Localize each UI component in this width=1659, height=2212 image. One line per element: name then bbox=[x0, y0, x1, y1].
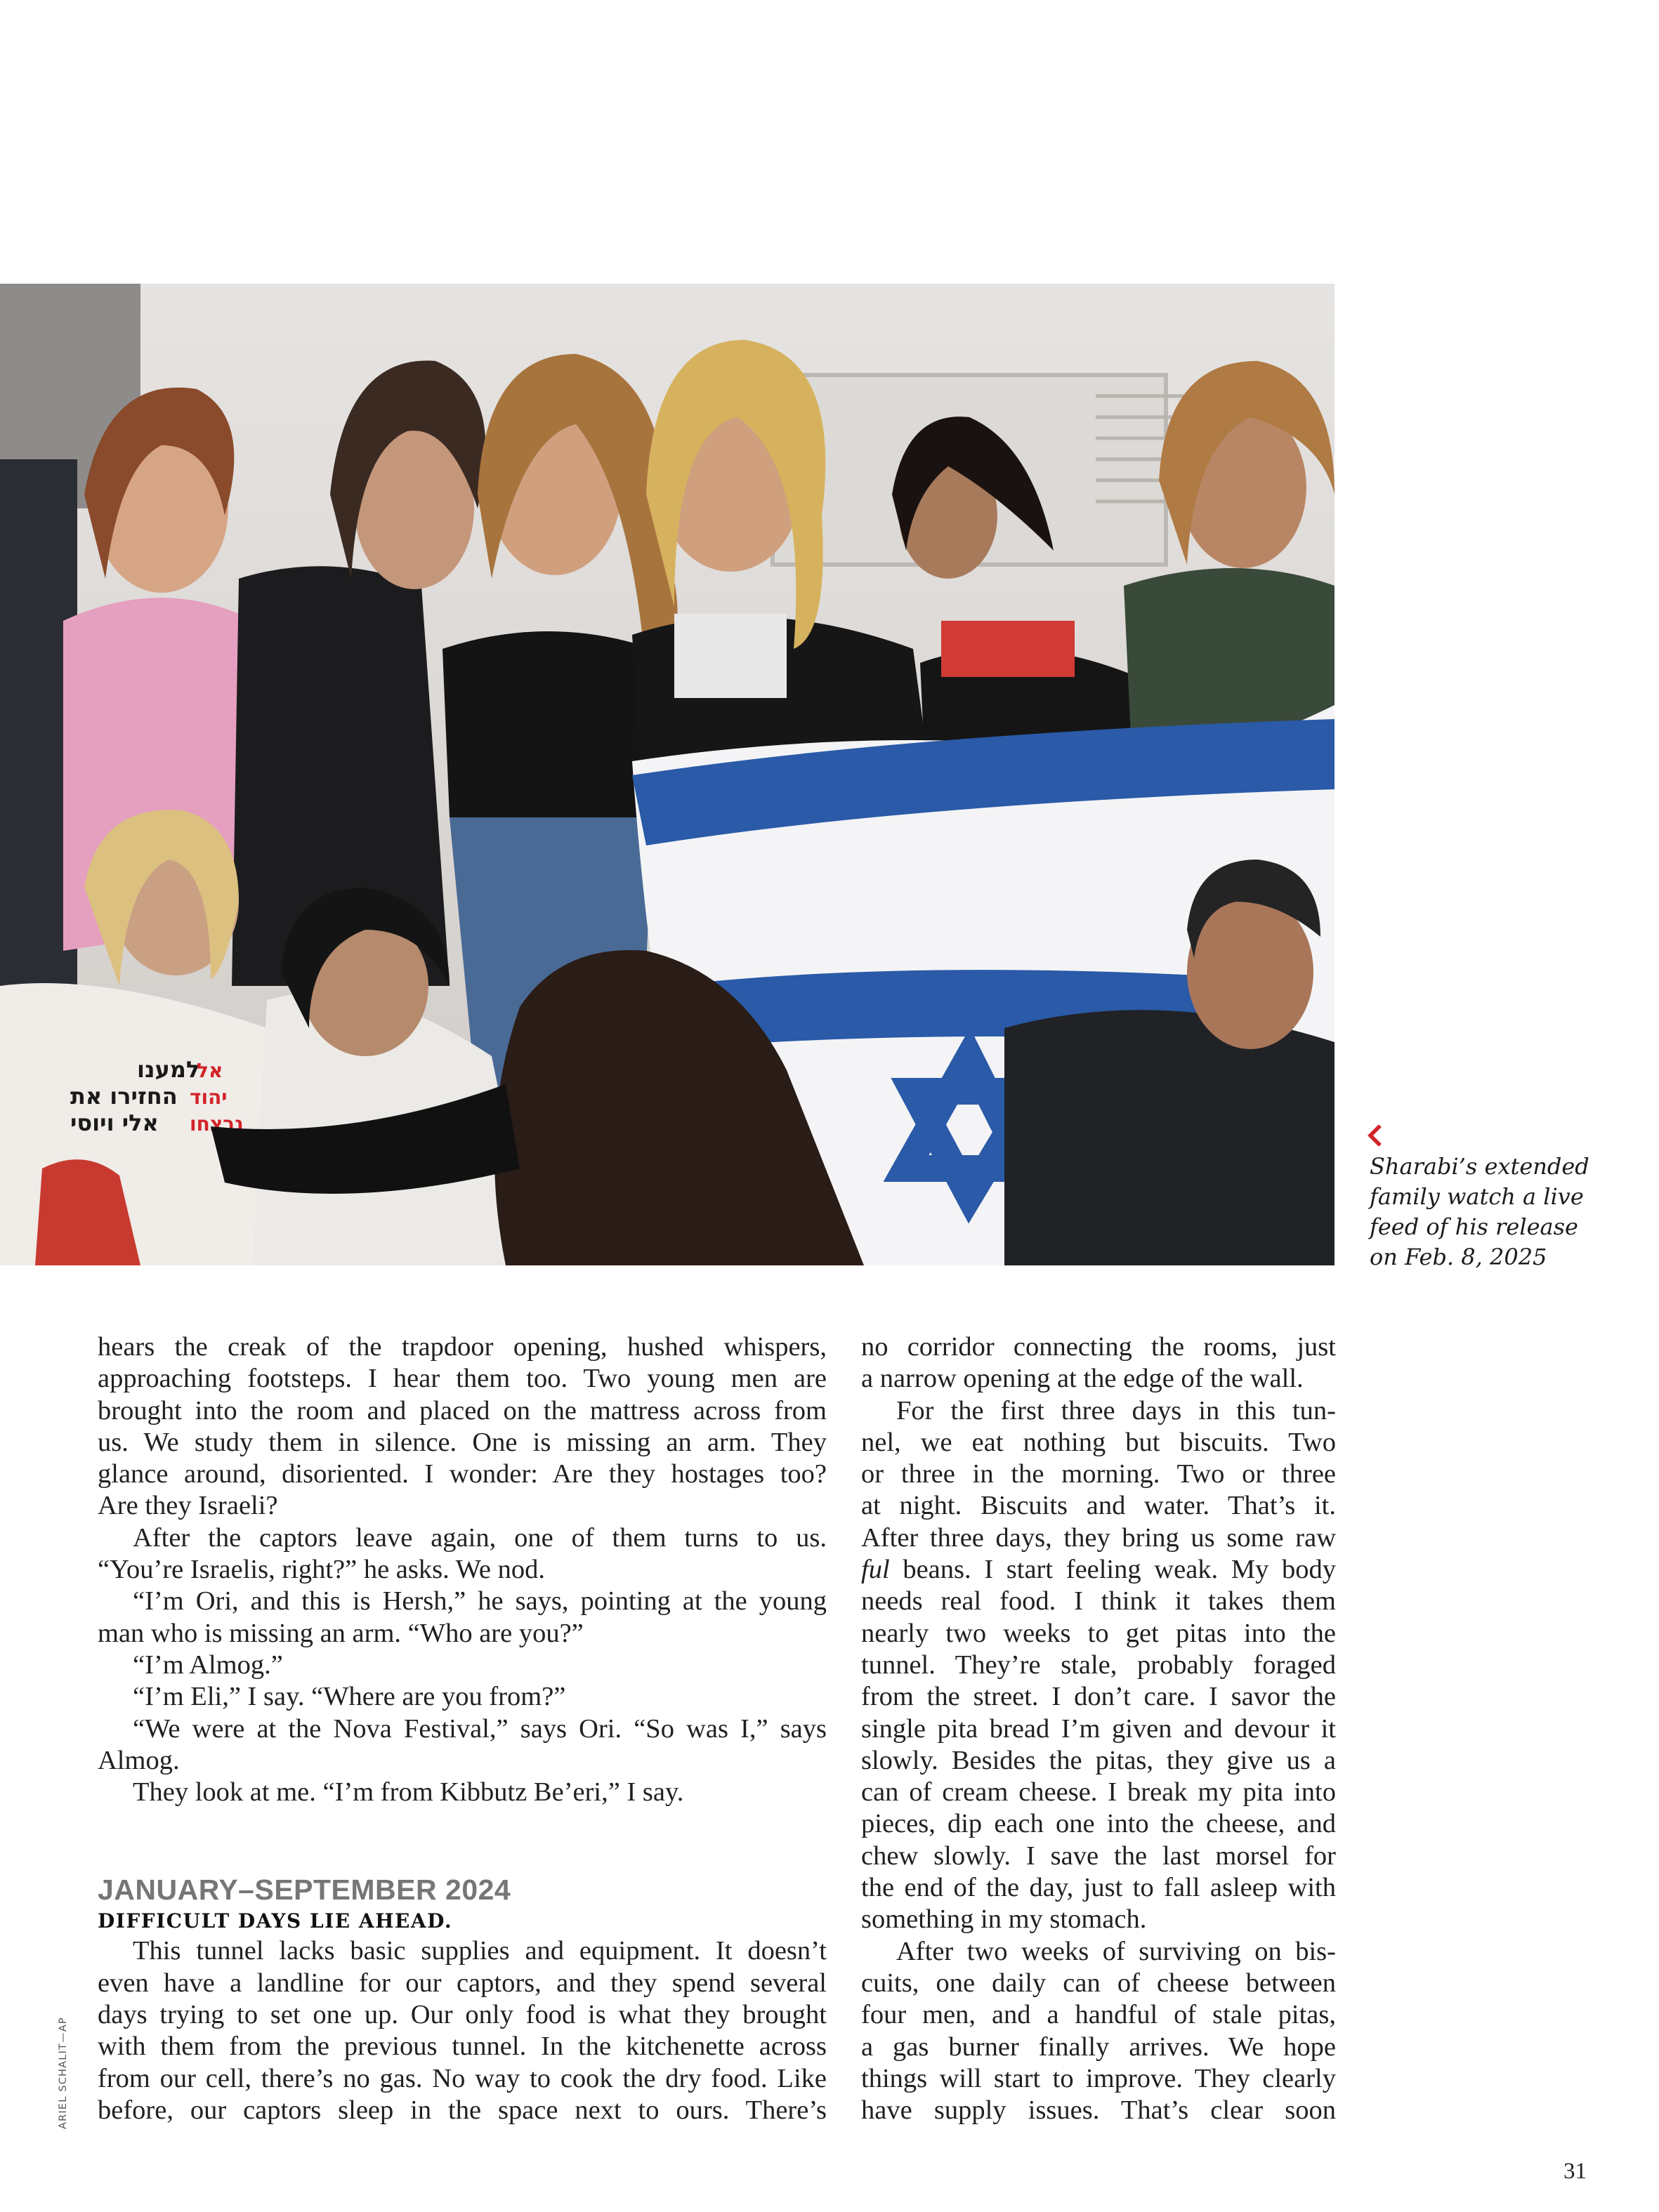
italic-word: ful bbox=[861, 1555, 890, 1585]
body-line: slowly. Besides the pitas, they give us a bbox=[861, 1745, 1336, 1775]
sign-text-red-3: נרצחו bbox=[190, 1112, 244, 1135]
body-line: “I’m Ori, and this is Hersh,” he says, pointing at the young bbox=[133, 1586, 827, 1617]
body-line-rest: beans. I start feeling weak. My body bbox=[889, 1555, 1336, 1585]
body-line: a gas burner finally arrives. We hope bbox=[861, 2032, 1336, 2062]
news-photo bbox=[0, 284, 1335, 1265]
sign-text-2: החזירו את bbox=[70, 1083, 178, 1110]
section-heading: JANUARY–SEPTEMBER 2024 bbox=[98, 1874, 511, 1907]
chevron-left-icon bbox=[1365, 1125, 1384, 1146]
body-line-ful bbox=[861, 1554, 1336, 1586]
body-line: the end of the day, just to fall asleep with bbox=[861, 1873, 1336, 1903]
body-line: hears the creak of the trapdoor opening, hushed whispers, bbox=[98, 1332, 827, 1362]
sign-text-red-2: יהוד bbox=[190, 1086, 228, 1109]
body-line: needs real food. I think it takes them bbox=[861, 1586, 1336, 1617]
body-line: something in my stomach. bbox=[861, 1904, 1147, 1935]
body-line: nel, we eat nothing but biscuits. Two bbox=[861, 1427, 1336, 1457]
photo-illustration bbox=[0, 284, 1335, 1265]
body-line: “I’m Almog.” bbox=[133, 1650, 283, 1680]
body-line: at night. Biscuits and water. That’s it. bbox=[861, 1491, 1336, 1521]
body-line: us. We study them in silence. One is missing an arm. They bbox=[98, 1427, 827, 1457]
body-line: “You’re Israelis, right?” he asks. We nod. bbox=[98, 1555, 545, 1585]
body-line: have supply issues. That’s clear soon bbox=[861, 2095, 1336, 2126]
body-line: “I’m Eli,” I say. “Where are you from?” bbox=[133, 1682, 566, 1712]
body-line: chew slowly. I save the last morsel for bbox=[861, 1841, 1336, 1871]
section-subheading: DIFFICULT DAYS LIE AHEAD. bbox=[98, 1909, 453, 1933]
body-line: even have a landline for our captors, and they spend several bbox=[98, 1968, 827, 1998]
caption-line: family watch a live bbox=[1370, 1183, 1584, 1210]
body-line: can of cream cheese. I break my pita into bbox=[861, 1777, 1336, 1808]
body-line: After two weeks of surviving on bis- bbox=[896, 1936, 1336, 1966]
body-line: days trying to set one up. Our only food is what they brought bbox=[98, 2000, 827, 2030]
body-line: cuits, one daily can of cheese between bbox=[861, 1968, 1336, 1998]
body-line: man who is missing an arm. “Who are you?” bbox=[98, 1618, 584, 1648]
sign-text-3: אלי ויוסי bbox=[70, 1110, 159, 1136]
body-line: before, our captors sleep in the space next to ours. There’s bbox=[98, 2095, 827, 2125]
page-number: 31 bbox=[1563, 2159, 1587, 2184]
body-line: or three in the morning. Two or three bbox=[861, 1459, 1336, 1489]
body-line: from our cell, there’s no gas. No way to cook the dry food. Like bbox=[98, 2063, 827, 2093]
body-line: tunnel. They’re stale, probably foraged bbox=[861, 1650, 1336, 1680]
body-line: from the street. I don’t care. I savor the bbox=[861, 1682, 1336, 1712]
body-line: a narrow opening at the edge of the wall. bbox=[861, 1364, 1304, 1394]
article-column-left bbox=[98, 1331, 827, 2126]
body-line: single pita bread I’m given and devour it bbox=[861, 1713, 1336, 1744]
body-line: pieces, dip each one into the cheese, and bbox=[861, 1809, 1336, 1839]
caption-line: Sharabi’s extended bbox=[1370, 1153, 1589, 1180]
body-line: four men, and a handful of stale pitas, bbox=[861, 2000, 1336, 2030]
photo-caption bbox=[1370, 1152, 1601, 1272]
body-line: “We were at the Nova Festival,” says Ori. “So was I,” says bbox=[133, 1713, 827, 1744]
sign-text-1: למענו bbox=[137, 1056, 200, 1083]
body-line: things will start to improve. They clearly bbox=[861, 2063, 1336, 2093]
body-line: with them from the previous tunnel. In the kitchenette across bbox=[98, 2032, 827, 2062]
body-line: Are they Israeli? bbox=[98, 1491, 278, 1521]
body-line: no corridor connecting the rooms, just bbox=[861, 1332, 1336, 1362]
photo-credit: ARIEL SCHALIT—AP bbox=[58, 2017, 69, 2129]
body-line: approaching footsteps. I hear them too. Two young men are bbox=[98, 1364, 827, 1394]
caption-line: feed of his release bbox=[1370, 1213, 1578, 1240]
body-line: They look at me. “I’m from Kibbutz Be’eri,” I say. bbox=[133, 1777, 684, 1808]
body-line: After the captors leave again, one of them turns to us. bbox=[133, 1522, 827, 1553]
body-line: brought into the room and placed on the mattress across from bbox=[98, 1395, 827, 1426]
body-line: Almog. bbox=[98, 1745, 180, 1775]
article-column-right bbox=[861, 1331, 1336, 2126]
body-line: glance around, disoriented. I wonder: Are they hostages too? bbox=[98, 1459, 827, 1489]
caption-line: on Feb. 8, 2025 bbox=[1370, 1244, 1547, 1270]
body-line: For the first three days in this tun- bbox=[896, 1395, 1336, 1426]
section-gap bbox=[98, 1808, 827, 1872]
body-line: This tunnel lacks basic supplies and equipment. It doesn’t bbox=[133, 1936, 827, 1966]
body-line: nearly two weeks to get pitas into the bbox=[861, 1618, 1336, 1648]
sign-text-red-1: אל bbox=[197, 1059, 223, 1082]
body-line: After three days, they bring us some raw bbox=[861, 1522, 1336, 1553]
